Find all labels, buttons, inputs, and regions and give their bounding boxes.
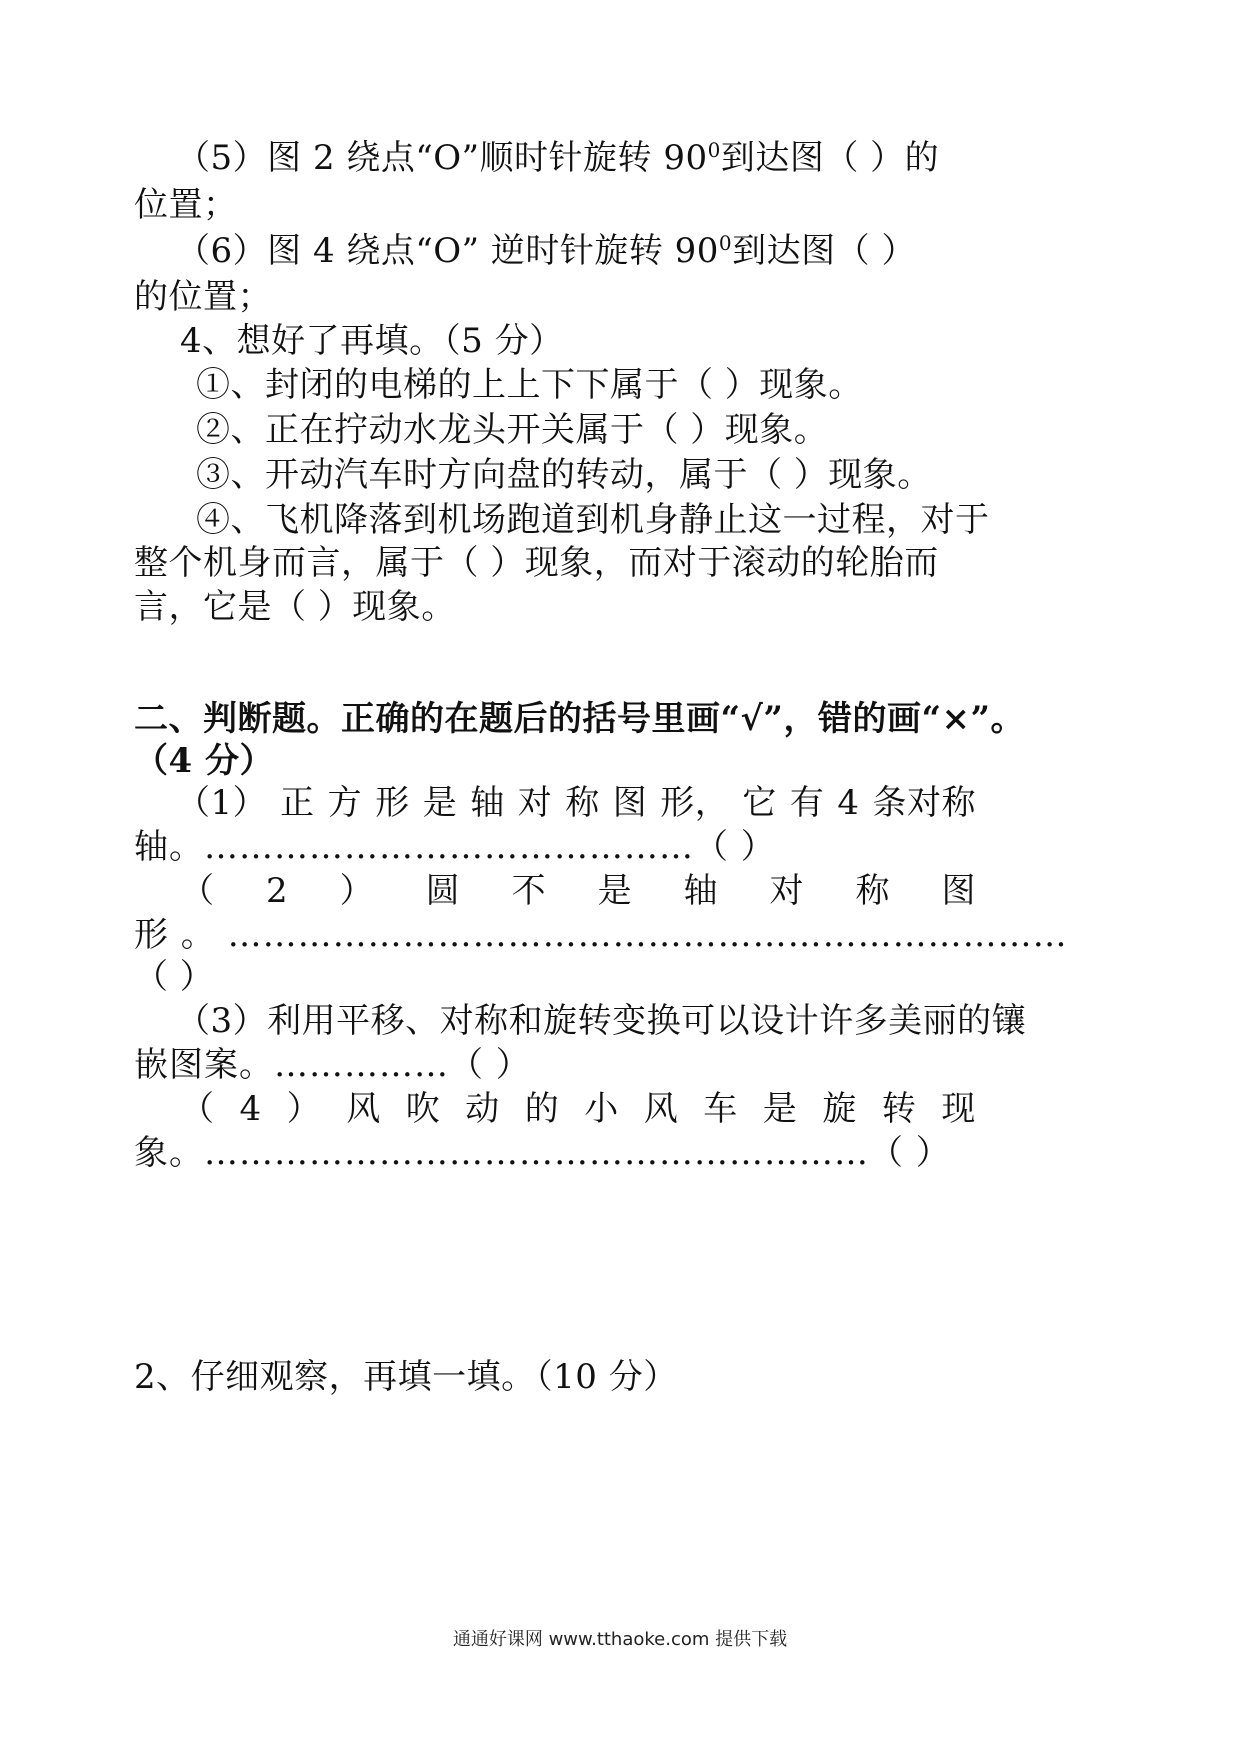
judge-q3-line-1: （3）利用平移、对称和旋转变换可以设计许多美丽的镶 xyxy=(176,1001,1027,1041)
judge-q4-part: ） xyxy=(286,1089,322,1129)
q6-text: （6）图 4 绕点“O” 逆时针旋转 90 xyxy=(176,231,719,271)
q4-item-3: ③、开动汽车时方向盘的转动，属于（ ）现象。 xyxy=(196,455,932,495)
judge-q4-line-1 xyxy=(180,1084,976,1134)
judge-q4-part: 的 xyxy=(524,1089,560,1129)
section-two-heading: 二、判断题。正确的在题后的括号里画“√”，错的画“×”。 xyxy=(134,699,1026,739)
judge-q2-part: 不 xyxy=(511,871,547,911)
judge-q4-part: 风 xyxy=(643,1089,679,1129)
judge-q1-line-2: 轴。……………………………………（ ） xyxy=(134,827,776,867)
judge-q4-part: 现 xyxy=(941,1089,976,1129)
q5-line-2: 位置； xyxy=(134,185,238,225)
judge-q4-part: （ xyxy=(180,1089,215,1129)
judge-q1-part: （1） xyxy=(176,783,268,823)
judge-q2-part: ） xyxy=(339,871,375,911)
judge-q1-part: 对 xyxy=(517,783,553,823)
section-two-score: （4 分） xyxy=(134,741,274,781)
judge-q4-part: 动 xyxy=(465,1089,500,1129)
question-2-heading: 2、仔细观察，再填一填。（10 分） xyxy=(134,1357,678,1397)
q6-degree-sup: 0 xyxy=(718,231,733,255)
q6-line-2: 的位置； xyxy=(134,277,272,317)
judge-q4-part: 吹 xyxy=(405,1089,441,1129)
q6-text-end: 到达图（ ） xyxy=(732,231,916,271)
judge-q4-part: 是 xyxy=(762,1089,798,1129)
judge-q2-line-2: 形 。 ……………………………………………………………… xyxy=(134,915,1068,955)
q4-item-4-cont-2: 言，它是（ ）现象。 xyxy=(134,587,456,627)
judge-q4-part: 转 xyxy=(881,1089,917,1129)
judge-q1-part: 形， xyxy=(660,783,730,823)
judge-q3-line-2: 嵌图案。……………（ ） xyxy=(134,1045,531,1085)
judge-q2-part: 轴 xyxy=(683,871,719,911)
judge-q4-part: 4 xyxy=(239,1089,262,1129)
judge-q4-part: 风 xyxy=(346,1089,381,1129)
judge-q2-line-1 xyxy=(180,866,976,916)
judge-q1-part: 称 xyxy=(565,783,600,823)
q4-item-4: ④、飞机降落到机场跑道到机身静止这一过程，对于 xyxy=(196,500,990,540)
judge-q2-part: 称 xyxy=(855,871,891,911)
q6-line-1 xyxy=(176,226,916,276)
judge-q4-part: 车 xyxy=(703,1089,738,1129)
q4-item-2: ②、正在拧动水龙头开关属于（ ）现象。 xyxy=(196,410,829,450)
q4-item-1: ①、封闭的电梯的上上下下属于（ ）现象。 xyxy=(196,365,863,405)
page-footer: 通通好课网 www.tthaoke.com 提供下载 xyxy=(452,1629,788,1650)
judge-q2-part: 2 xyxy=(265,871,289,911)
judge-q1-part: 轴 xyxy=(470,783,505,823)
q4-item-4-cont-1: 整个机身而言，属于（ ）现象，而对于滚动的轮胎而 xyxy=(134,543,939,583)
judge-q4-part: 小 xyxy=(584,1089,619,1129)
q5-text: （5）图 2 绕点“O”顺时针旋转 90 xyxy=(176,138,708,178)
judge-q2-part: 图 xyxy=(941,871,976,911)
q5-text-end: 到达图（ ）的 xyxy=(720,138,940,178)
judge-q1-part: 图 xyxy=(612,783,648,823)
judge-q4-part: 旋 xyxy=(822,1089,857,1129)
q4-heading: 4、想好了再填。（5 分） xyxy=(180,321,564,361)
judge-q1-part: 正 xyxy=(280,783,315,823)
judge-q1-part: 形 xyxy=(375,783,410,823)
judge-q2-line-3: （ ） xyxy=(134,957,215,997)
judge-q2-part: 对 xyxy=(769,871,805,911)
judge-q2-part: 圆 xyxy=(425,871,461,911)
judge-q2-part: （ xyxy=(180,871,215,911)
judge-q1-line-1 xyxy=(176,778,976,828)
judge-q1-part: 4 xyxy=(837,783,860,823)
judge-q1-part: 条对称 xyxy=(872,783,976,823)
judge-q2-part: 是 xyxy=(597,871,633,911)
q5-degree-sup: 0 xyxy=(707,138,721,162)
judge-q1-part: 它 xyxy=(742,783,777,823)
judge-q1-part: 是 xyxy=(422,783,458,823)
judge-q1-part: 有 xyxy=(789,783,825,823)
q5-line-1 xyxy=(176,133,939,183)
judge-q4-line-2: 象。…………………………………………………（ ） xyxy=(134,1133,951,1173)
judge-q1-part: 方 xyxy=(327,783,363,823)
